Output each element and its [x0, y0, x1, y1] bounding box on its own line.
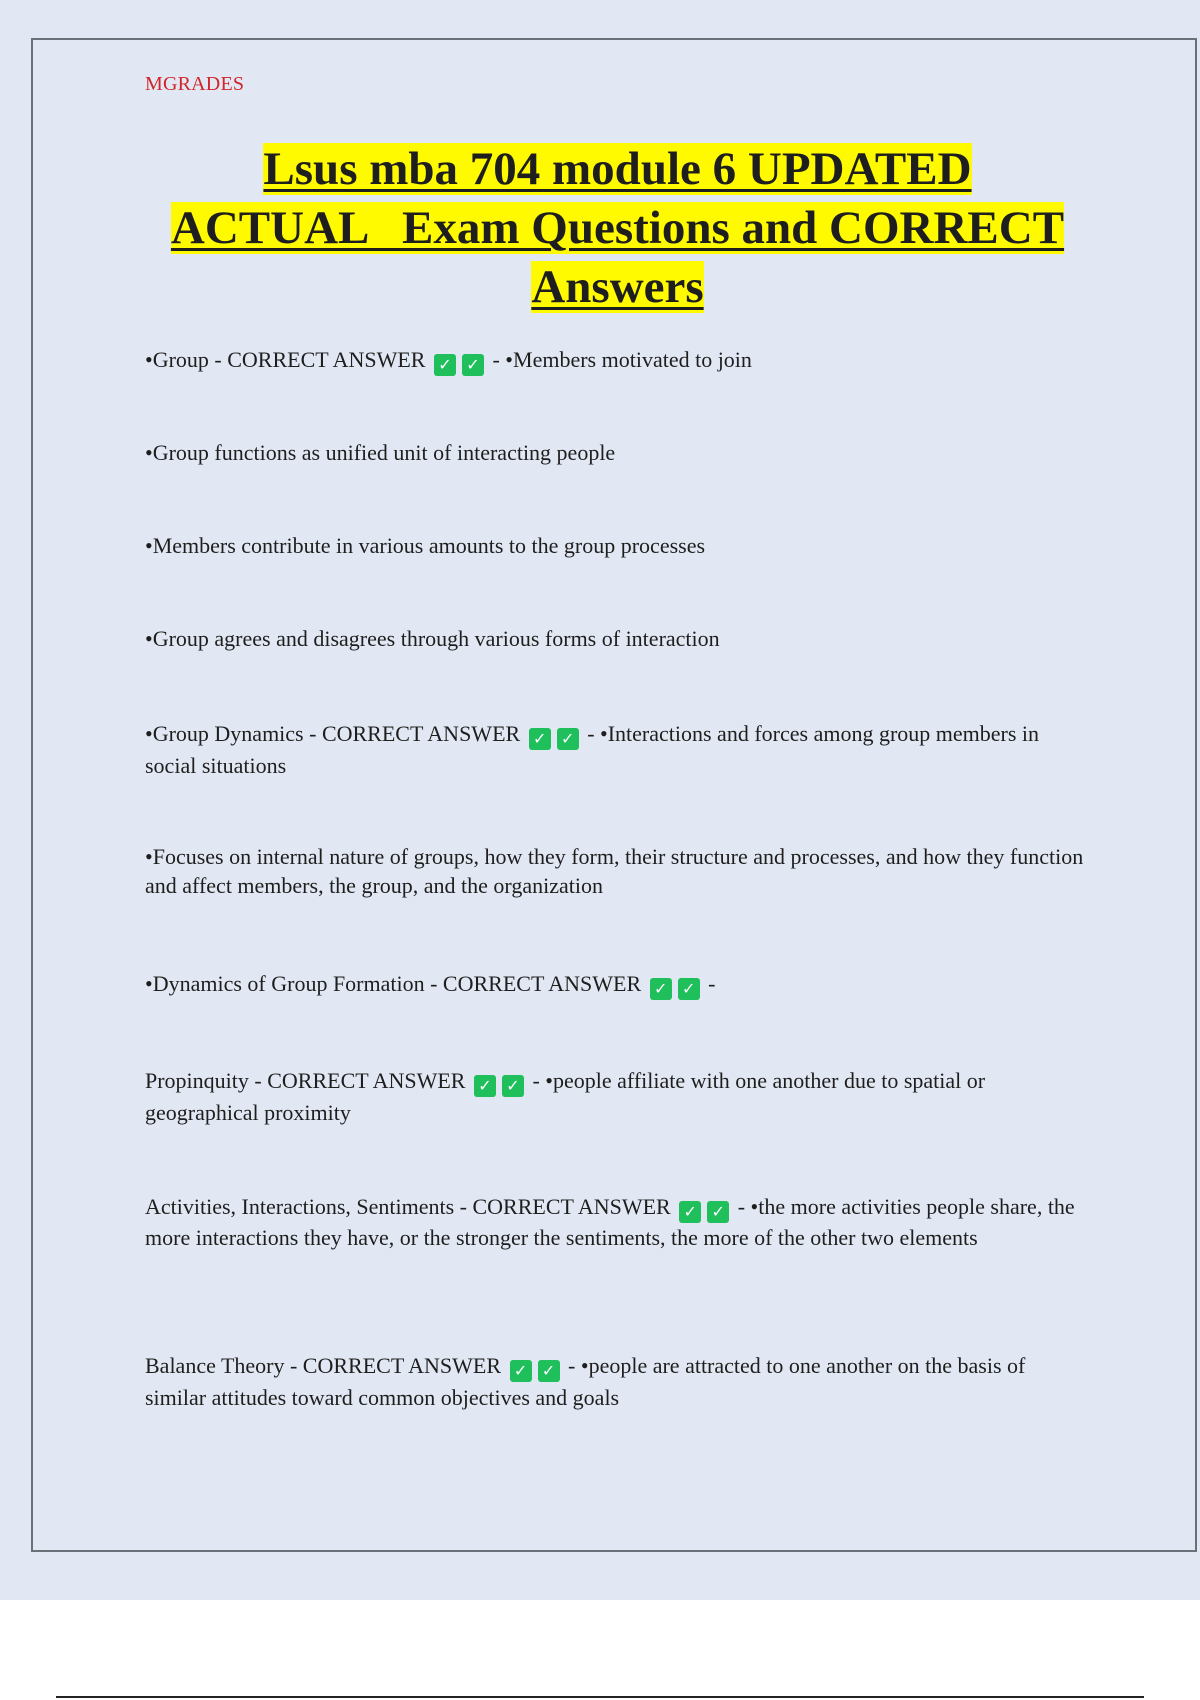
title-line-3: Answers: [531, 261, 704, 313]
title-line-2: ACTUAL Exam Questions and CORRECT: [170, 202, 1065, 254]
document-title: [145, 140, 1090, 317]
check-box-icon: ✓: [679, 1201, 701, 1223]
check-box-icon: ✓: [510, 1360, 532, 1382]
footer-divider: [56, 1696, 1144, 1698]
check-box-icon: ✓: [462, 354, 484, 376]
entry-term: Balance Theory - CORRECT ANSWER: [145, 1353, 502, 1378]
qa-entry-line: •Group functions as unified unit of interacting people: [145, 440, 616, 465]
qa-entry-propinquity: [145, 1065, 1090, 1128]
entry-answer: -: [708, 971, 716, 996]
check-box-icon: ✓: [538, 1360, 560, 1382]
entry-answer: - •people are attracted to one another on the basis of similar attitudes toward common objectives and goals: [145, 1353, 1026, 1410]
qa-entry-balance-theory: [145, 1350, 1090, 1413]
entry-term: •Group - CORRECT ANSWER: [145, 347, 426, 372]
check-box-icon: ✓: [529, 728, 551, 750]
qa-entry-line: •Focuses on internal nature of groups, how they form, their structure and processes, and how they function and affect members, the group, and the organization: [145, 844, 1084, 898]
entry-term: Propinquity - CORRECT ANSWER: [145, 1068, 466, 1093]
entry-term: •Group Dynamics - CORRECT ANSWER: [145, 721, 521, 746]
entry-answer: - •people affiliate with one another due to spatial or geographical proximity: [145, 1068, 986, 1125]
check-box-icon: ✓: [707, 1201, 729, 1223]
qa-entry-line: •Members contribute in various amounts to the group processes: [145, 533, 706, 558]
check-box-icon: ✓: [678, 978, 700, 1000]
title-line-1: Lsus mba 704 module 6 UPDATED: [263, 143, 972, 195]
qa-entry-group-dynamics: [145, 718, 1090, 781]
entry-answer: - •Interactions and forces among group members in social situations: [145, 721, 1040, 778]
qa-entry-activities: [145, 1192, 1090, 1253]
check-box-icon: ✓: [650, 978, 672, 1000]
qa-entry-line: •Group agrees and disagrees through various forms of interaction: [145, 626, 720, 651]
entry-answer: - •the more activities people share, the more interactions they have, or the stronger the sentiments, the more of the other two elements: [145, 1194, 1075, 1250]
check-box-icon: ✓: [502, 1075, 524, 1097]
check-box-icon: ✓: [474, 1075, 496, 1097]
check-box-icon: ✓: [557, 728, 579, 750]
brand-label: MGRADES: [145, 73, 245, 95]
entry-answer: - •Members motivated to join: [492, 347, 752, 372]
check-box-icon: ✓: [434, 354, 456, 376]
qa-entry-group-formation: [145, 968, 1090, 1000]
entry-term: •Dynamics of Group Formation - CORRECT ANSWER: [145, 971, 642, 996]
entry-term: Activities, Interactions, Sentiments - CORRECT ANSWER: [145, 1194, 671, 1219]
qa-entry-group: [145, 344, 1090, 376]
